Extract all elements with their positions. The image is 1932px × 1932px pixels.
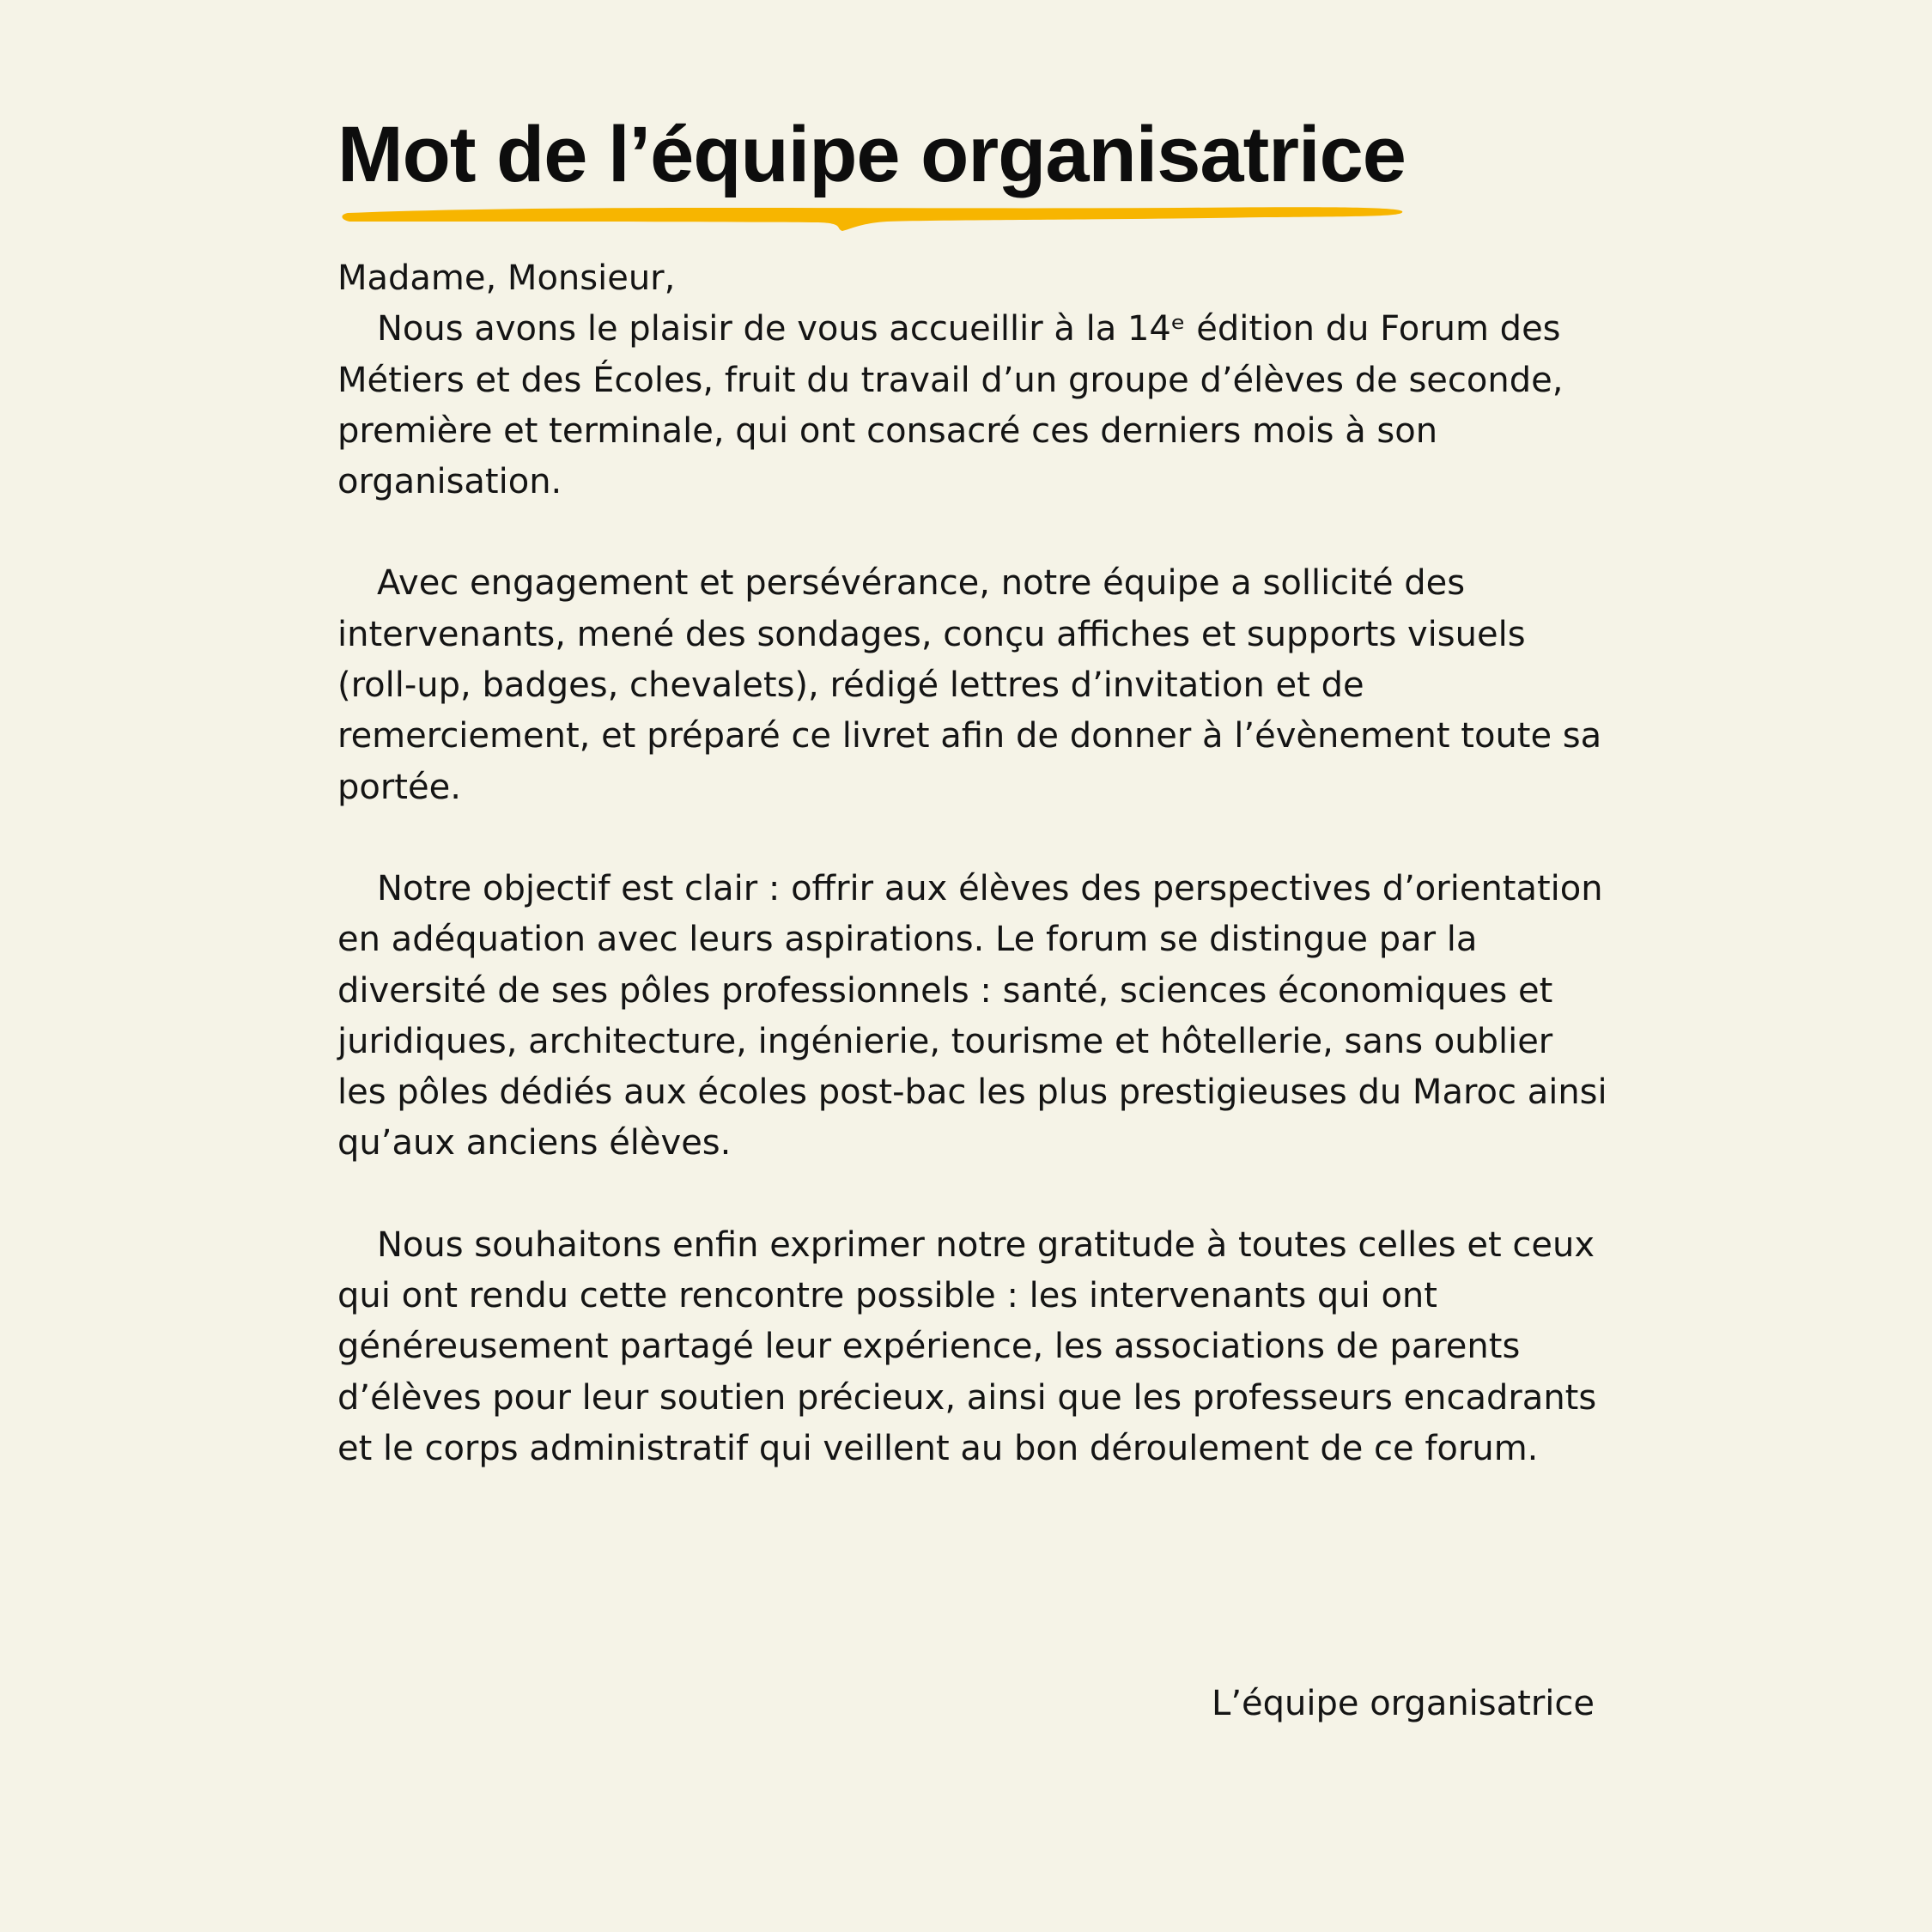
greeting: Madame, Monsieur, (337, 258, 676, 298)
paragraph-intro: Nous avons le plaisir de vous accueillir à la 14ᵉ édition du Forum des Métiers et des Écoles, fruit du travail d’un groupe d’élèves de seconde, première et terminale, qui ont consacré ces derniers mois à son organisation. (337, 309, 1564, 502)
paragraph-objective: Notre objectif est clair : offrir aux élèves des perspectives d’orientation en adéquation avec leurs aspirations. Le forum se distingue par la diversité de ses pôles professionnels : santé, sciences économiques et juridiques, architecture, ingénierie, tourisme et hôtellerie, sans oublier les pôles dédiés aux écoles post-bac les plus prestigieuses du Maroc ainsi qu’aux anciens élèves. (337, 868, 1607, 1163)
underline-stroke (342, 207, 1402, 231)
page-title: Mot de l’équipe organisatrice (337, 111, 1406, 198)
signature: L’équipe organisatrice (1212, 1684, 1595, 1723)
heading (337, 107, 1454, 245)
title-underline-brush (337, 197, 1411, 249)
paragraph-engagement: Avec engagement et persévérance, notre équipe a sollicité des intervenants, mené des sondages, conçu affiches et supports visuels (roll-up, badges, chevalets), rédigé lettres d’invitation et de remerciement, et préparé ce livret afin de donner à l’évènement toute sa portée. (337, 563, 1602, 807)
paragraph-gratitude: Nous souhaitons enfin exprimer notre gratitude à toutes celles et ceux qui ont rendu cette rencontre possible : les intervenants qui ont généreusement partagé leur expérience, les associations de parents d’élèves pour leur soutien précieux, ainsi que les professeurs encadrants et le corps administratif qui veillent au bon déroulement de ce forum. (337, 1224, 1597, 1468)
letter-body (337, 253, 1608, 1525)
